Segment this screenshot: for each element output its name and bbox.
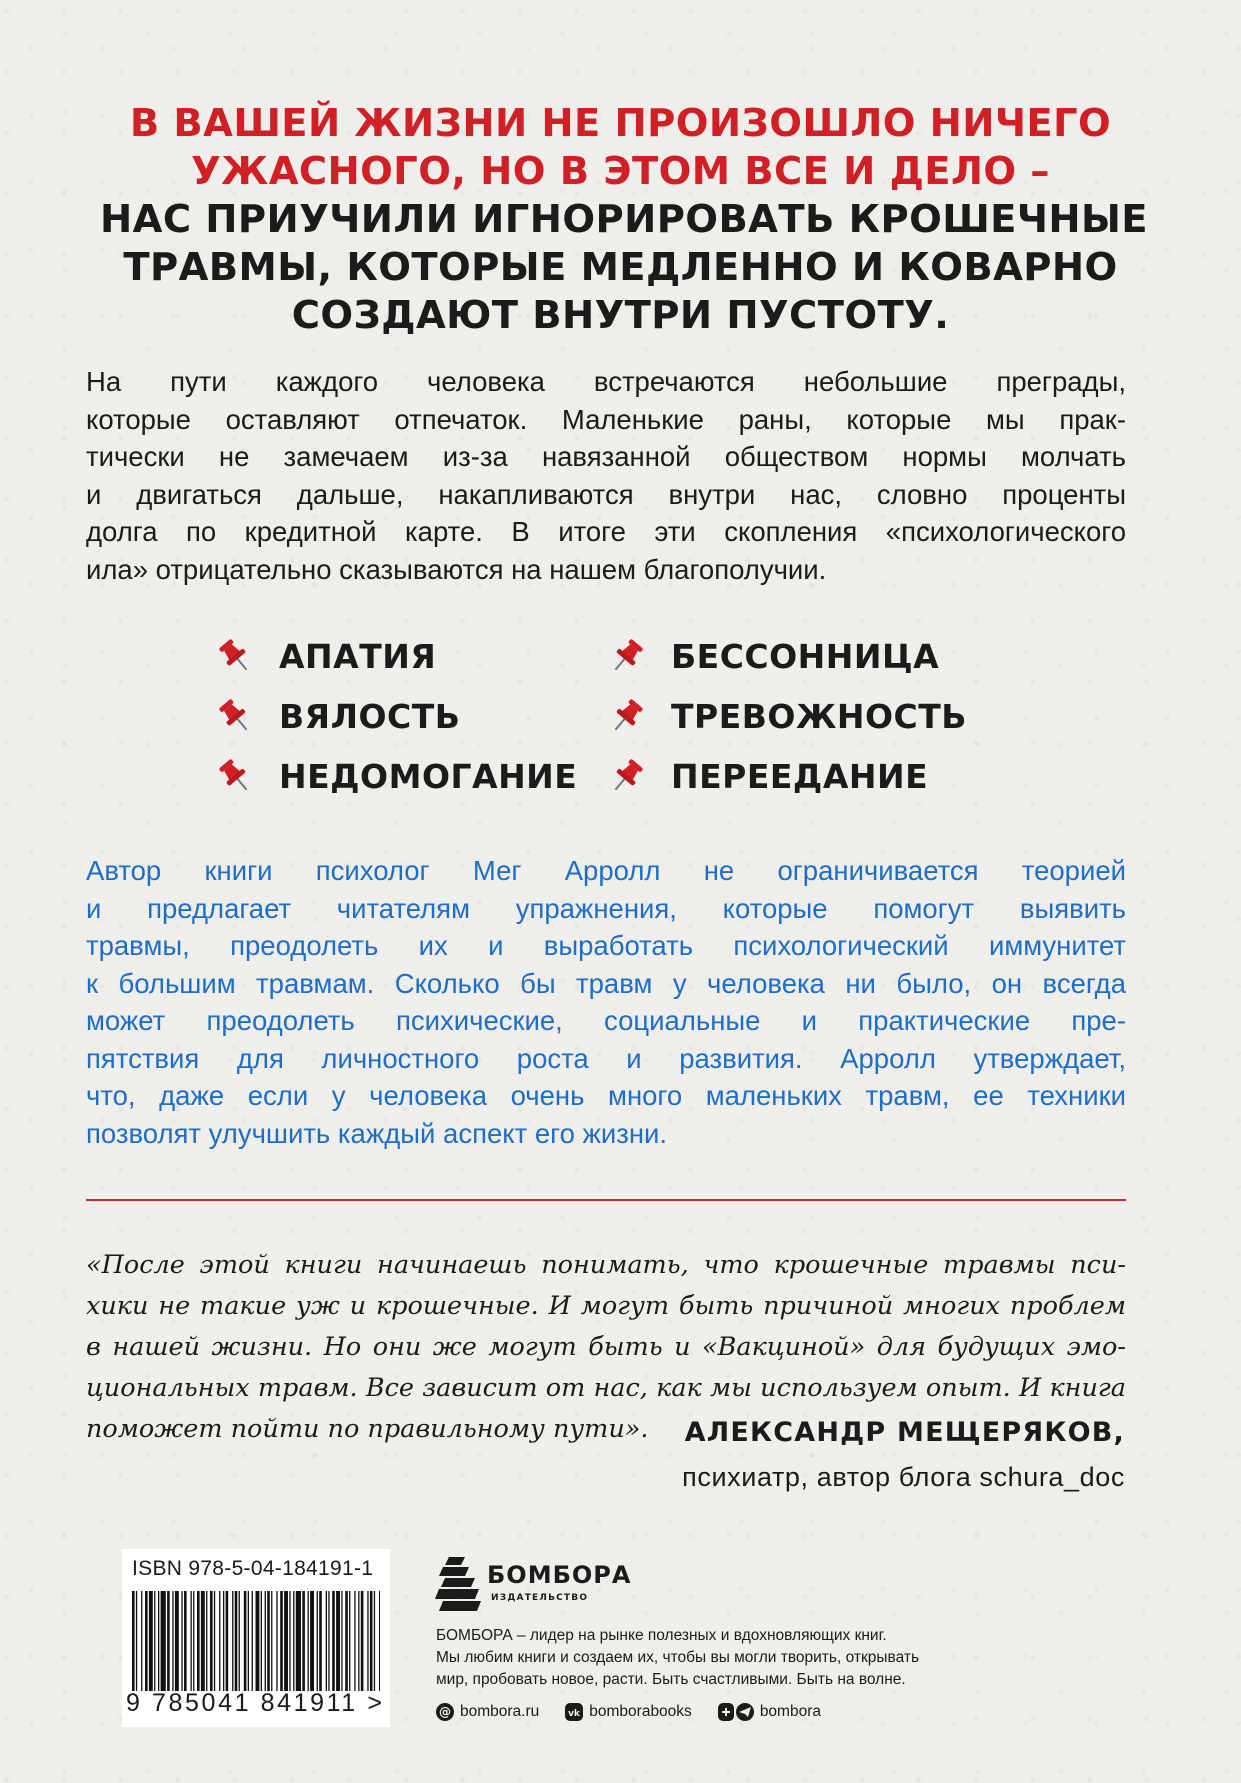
paragraph-line: к большим травмам. Сколько бы травм у человека ни было, он всегда — [86, 967, 1126, 999]
barcode-digits: 9 785041 841911 > — [126, 1689, 385, 1717]
bombora-logo-icon — [435, 1549, 485, 1615]
barcode-bar — [332, 1591, 335, 1691]
barcode-bar — [289, 1591, 290, 1691]
barcode-bar — [341, 1591, 342, 1691]
barcode-bar — [232, 1591, 233, 1691]
barcode-bar — [145, 1591, 148, 1691]
description-line: БОМБОРА – лидер на рынке полезных и вдохновляющих книг. — [436, 1627, 887, 1644]
headline — [100, 100, 1148, 340]
barcode-bar — [149, 1591, 153, 1691]
intro-paragraph — [86, 363, 1126, 588]
barcode-bar — [172, 1591, 173, 1691]
svg-text:vk: vk — [568, 1709, 581, 1719]
social-label[interactable]: bombora — [759, 1703, 821, 1720]
pushpin-icon — [605, 694, 649, 738]
pushpin-icon — [605, 754, 649, 798]
barcode-bar — [367, 1591, 368, 1691]
barcode-bar — [214, 1591, 215, 1691]
barcode-bar — [328, 1591, 329, 1691]
barcode-bar — [261, 1591, 262, 1691]
barcode-bar — [317, 1591, 318, 1691]
quote-author-name: АЛЕКСАНДР МЕЩЕРЯКОВ, — [684, 1417, 1125, 1448]
quote-line: хики не такие уж и крошечные. И могут быть причиной многих проблем — [86, 1291, 1126, 1321]
symptom-label: БЕССОННИЦА — [671, 636, 940, 676]
symptom-item — [605, 694, 967, 738]
barcode-bar — [244, 1591, 247, 1691]
barcode-bar — [280, 1591, 283, 1691]
barcode-bar — [223, 1591, 224, 1691]
barcode-bar — [276, 1591, 277, 1691]
publisher-name: БОМБОРА — [487, 1561, 632, 1589]
quote-line: «После этой книги начинаешь понимать, что крошечные травмы пси- — [86, 1250, 1126, 1280]
paragraph-line: и двигаться дальше, накапливаются внутри нас, словно проценты — [86, 478, 1126, 510]
barcode-bar — [296, 1591, 301, 1691]
isbn-label: ISBN 978-5-04-184191-1 — [132, 1557, 374, 1580]
barcode-bar — [349, 1591, 350, 1691]
quote-line: циональных травм. Все зависит от нас, как мы используем опыт. И книга — [86, 1373, 1126, 1403]
barcode-bar — [265, 1591, 266, 1691]
barcode-bar — [248, 1591, 249, 1691]
social-links — [436, 1700, 847, 1724]
barcode-bar — [191, 1591, 192, 1691]
publisher-subtitle: ИЗДАТЕЛЬСТВО — [491, 1593, 589, 1603]
pushpin-icon — [213, 694, 257, 738]
barcode-bar — [302, 1591, 305, 1691]
barcode-bar — [219, 1591, 220, 1691]
barcode-bar — [379, 1591, 380, 1691]
svg-text:@: @ — [439, 1705, 451, 1719]
quote-line: поможет пойти по правильному пути». — [86, 1414, 649, 1444]
barcode-bar — [256, 1591, 260, 1691]
paragraph-line: позволят улучшить каждый аспект его жизни. — [86, 1117, 668, 1149]
headline-line: НАС ПРИУЧИЛИ ИГНОРИРОВАТЬ КРОШЕЧНЫЕ — [100, 197, 1148, 242]
social-link-vk[interactable] — [565, 1703, 692, 1721]
messenger-icon — [718, 1703, 754, 1721]
publisher-description — [436, 1625, 956, 1691]
barcode-bar — [374, 1591, 375, 1691]
barcode-bar — [271, 1591, 272, 1691]
social-label[interactable]: bombora.ru — [460, 1703, 540, 1720]
paragraph-line: и предлагает читателям упражнения, которые помогут выявить — [86, 892, 1126, 924]
paragraph-line: ила» отрицательно сказываются на нашем благополучии. — [86, 553, 827, 585]
symptom-label: ТРЕВОЖНОСТЬ — [671, 696, 967, 736]
paragraph-line: травмы, преодолеть их и выработать психологический иммунитет — [86, 930, 1126, 961]
symptoms-list — [213, 634, 1113, 814]
barcode-bar — [345, 1591, 348, 1691]
barcode-bar — [284, 1591, 288, 1691]
barcode-bar — [226, 1591, 229, 1691]
headline-line: ТРАВМЫ, КОТОРЫЕ МЕДЛЕННО И КОВАРНО — [123, 245, 1118, 290]
barcode-bar — [136, 1591, 137, 1691]
barcode-bar — [326, 1591, 327, 1691]
paragraph-line: На пути каждого человека встречаются небольшие преграды, — [86, 366, 1126, 397]
symptom-item — [213, 694, 460, 738]
social-link-messenger[interactable] — [718, 1703, 821, 1721]
barcode-bar — [239, 1591, 240, 1691]
paragraph-line: может преодолеть психические, социальные и практические пре- — [86, 1005, 1126, 1036]
barcode-bar — [132, 1591, 135, 1691]
barcode-icon — [132, 1591, 380, 1691]
barcode-bar — [193, 1591, 194, 1691]
publisher-logo — [435, 1549, 675, 1619]
symptom-item — [605, 754, 928, 798]
barcode-bar — [293, 1591, 294, 1691]
symptom-label: НЕДОМОГАНИЕ — [279, 756, 578, 796]
barcode-bar — [181, 1591, 182, 1691]
barcode-bar — [210, 1591, 213, 1691]
symptom-label: ВЯЛОСТЬ — [279, 696, 461, 736]
barcode-bar — [358, 1591, 359, 1691]
barcode-bar — [336, 1591, 340, 1691]
paragraph-line: пятствия для личностного роста и развития. Арролл утверждает, — [86, 1042, 1126, 1074]
barcode-bar — [310, 1591, 314, 1691]
barcode-bar — [167, 1591, 170, 1691]
symptom-label: АПАТИЯ — [279, 636, 437, 676]
social-link-site[interactable] — [436, 1703, 539, 1721]
symptom-item — [605, 634, 939, 678]
vk-icon — [565, 1703, 583, 1721]
paragraph-line: которые оставляют отпечаток. Маленькие раны, которые мы прак- — [86, 403, 1126, 435]
barcode-bar — [158, 1591, 159, 1691]
barcode-bar — [206, 1591, 207, 1691]
barcode-bar — [370, 1591, 373, 1691]
quote-line: в нашей жизни. Но они же могут быть и «Вакциной» для будущих эмо- — [86, 1332, 1126, 1362]
pushpin-icon — [213, 754, 257, 798]
divider — [86, 1199, 1126, 1201]
barcode-bar — [201, 1591, 205, 1691]
headline-line: СОЗДАЮТ ВНУТРИ ПУСТОТУ. — [291, 293, 950, 338]
paragraph-line: Автор книги психолог Мег Арролл не ограничивается теорией — [86, 855, 1126, 886]
barcode-bar — [141, 1591, 142, 1691]
barcode-bar — [235, 1591, 238, 1691]
paragraph-line: тически не замечаем из-за навязанной обществом нормы молчать — [86, 441, 1126, 472]
author-paragraph — [86, 852, 1126, 1152]
barcode-bar — [161, 1591, 166, 1691]
barcode-bar — [197, 1591, 200, 1691]
at-icon — [436, 1703, 454, 1721]
description-line: мир, пробовать новое, расти. Быть счастливыми. Быть на волне. — [436, 1671, 906, 1688]
barcode-bar — [252, 1591, 253, 1691]
barcode-bar — [308, 1591, 309, 1691]
barcode-bar — [154, 1591, 155, 1691]
barcode-bar — [319, 1591, 322, 1691]
barcode-block — [122, 1549, 390, 1727]
headline-line: В ВАШЕЙ ЖИЗНИ НЕ ПРОИЗОШЛО НИЧЕГО — [129, 101, 1112, 146]
pushpin-icon — [605, 634, 649, 678]
quote-author-role: психиатр, автор блога schura_doc — [682, 1462, 1125, 1492]
paragraph-line: долга по кредитной карте. В итоге эти скопления «психологического — [86, 516, 1126, 547]
barcode-bar — [361, 1591, 364, 1691]
description-line: Мы любим книги и создаем их, чтобы вы могли творить, открывать — [436, 1649, 920, 1666]
social-label[interactable]: bomborabooks — [589, 1703, 692, 1720]
paragraph-line: что, даже если у человека очень много маленьких травм, ее техники — [86, 1080, 1126, 1111]
barcode-bar — [354, 1591, 355, 1691]
barcode-bar — [267, 1591, 270, 1691]
symptom-item — [213, 634, 436, 678]
symptom-item — [213, 754, 577, 798]
barcode-bar — [175, 1591, 179, 1691]
pushpin-icon — [213, 634, 257, 678]
headline-line: УЖАСНОГО, НО В ЭТОМ ВСЕ И ДЕЛО – — [191, 149, 1050, 194]
barcode-bar — [184, 1591, 187, 1691]
symptom-label: ПЕРЕЕДАНИЕ — [671, 756, 929, 796]
